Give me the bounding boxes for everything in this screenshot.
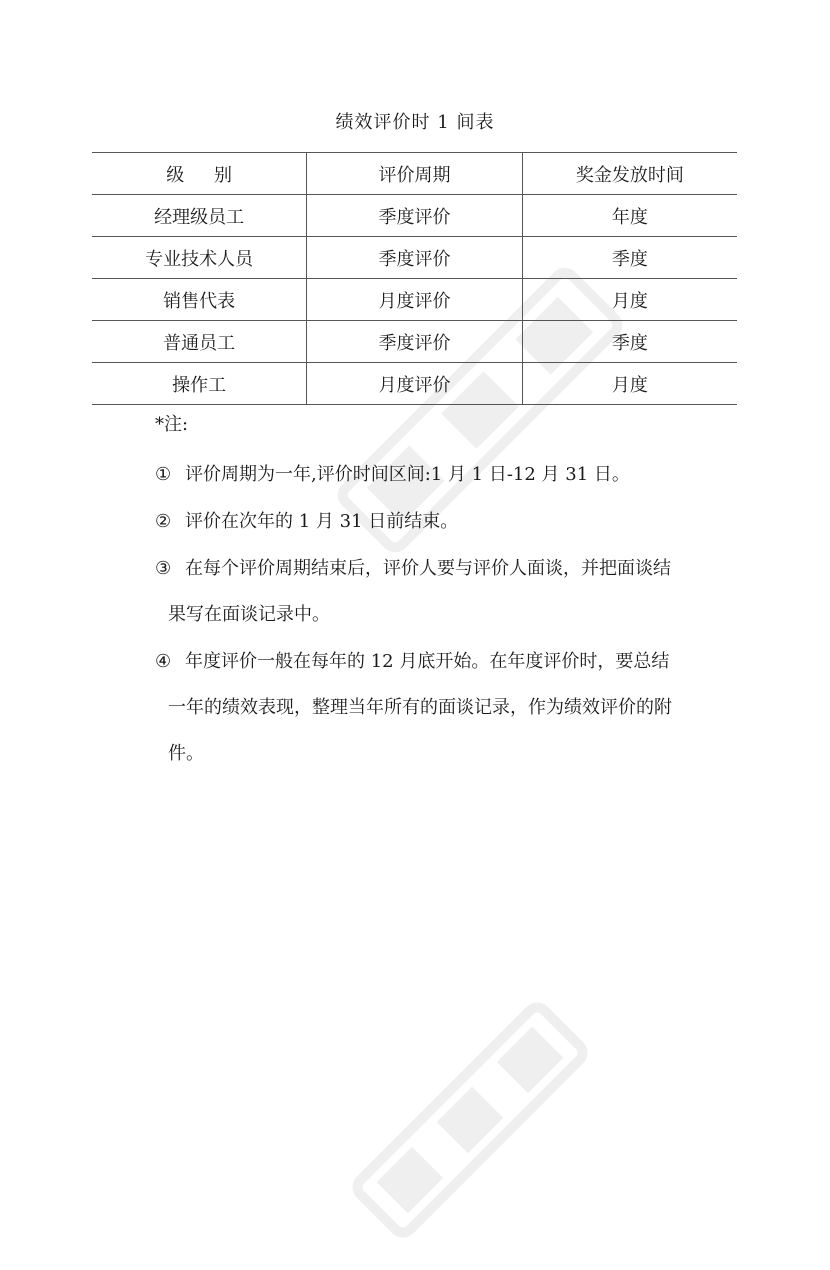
page-title: 绩效评价时 1 间表	[335, 112, 495, 133]
table-row	[92, 363, 737, 405]
note-marker: ①	[155, 464, 172, 485]
note-item	[155, 499, 735, 545]
note-text-continued: 果写在面谈记录中。	[168, 604, 330, 625]
table-header-row	[92, 153, 737, 195]
table-row	[92, 279, 737, 321]
note-marker: ④	[155, 651, 172, 672]
cell-level: 专业技术人员	[92, 237, 307, 279]
note-marker: ③	[155, 558, 172, 579]
cell-bonus-time: 年度	[522, 195, 737, 237]
schedule-table	[92, 152, 737, 405]
cell-bonus-time: 季度	[522, 321, 737, 363]
cell-cycle: 月度评价	[307, 279, 522, 321]
cell-level: 经理级员工	[92, 195, 307, 237]
note-item	[155, 546, 735, 638]
table-row	[92, 237, 737, 279]
notes-label: *注:	[155, 414, 189, 435]
notes-section	[155, 410, 735, 778]
note-text-continued: 件。	[168, 743, 204, 764]
cell-level: 普通员工	[92, 321, 307, 363]
cell-cycle: 季度评价	[307, 195, 522, 237]
cell-bonus-time: 季度	[522, 237, 737, 279]
cell-cycle: 季度评价	[307, 321, 522, 363]
note-item	[155, 639, 735, 777]
note-text-continued: 一年的绩效表现，整理当年所有的面谈记录，作为绩效评价的附	[168, 697, 672, 718]
header-level: 级 别	[92, 153, 307, 195]
note-text: 在每个评价周期结束后，评价人要与评价人面谈，并把面谈结	[185, 558, 671, 579]
table-row	[92, 321, 737, 363]
note-text: 评价在次年的 1 月 31 日前结束。	[185, 511, 459, 532]
cell-bonus-time: 月度	[522, 279, 737, 321]
note-marker: ②	[155, 511, 172, 532]
header-bonus-time: 奖金发放时间	[522, 153, 737, 195]
cell-cycle: 月度评价	[307, 363, 522, 405]
note-item	[155, 452, 735, 498]
watermark-logo-bottom	[320, 970, 620, 1270]
table-row	[92, 195, 737, 237]
header-cycle: 评价周期	[307, 153, 522, 195]
cell-bonus-time: 月度	[522, 363, 737, 405]
cell-cycle: 季度评价	[307, 237, 522, 279]
cell-level: 销售代表	[92, 279, 307, 321]
cell-level: 操作工	[92, 363, 307, 405]
note-text: 评价周期为一年,评价时间区间:1 月 1 日-12 月 31 日。	[185, 464, 630, 485]
note-text: 年度评价一般在每年的 12 月底开始。在年度评价时，要总结	[185, 651, 670, 672]
